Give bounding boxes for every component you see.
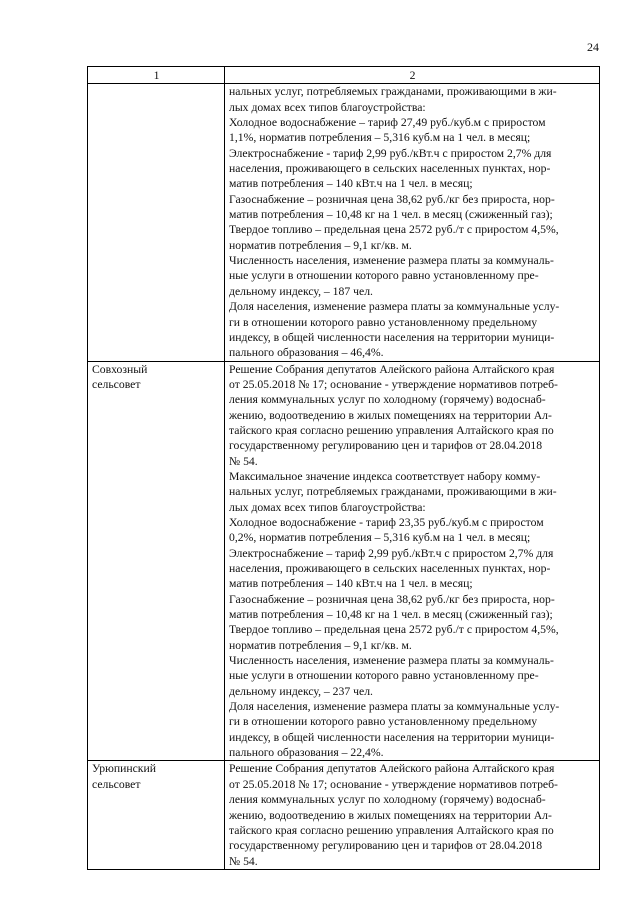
municipality-name: Урюпинский сельсовет: [92, 762, 156, 791]
paragraph: Электроснабжение – тариф 2,99 руб./кВт.ч с приростом 2,7% для населения, проживающего в сельских населенных пунктах, нор- матив потребления – 140 кВт.ч на 1 чел. в месяц;: [229, 546, 554, 591]
column-header-1: 1: [88, 67, 225, 84]
municipality-name-cell: [88, 761, 225, 869]
paragraph: нальных услуг, потребляемых гражданами, проживающими в жи- лых домах всех типов благоустройства:: [229, 85, 557, 114]
description-cell: [225, 761, 600, 869]
description-cell: [225, 84, 600, 361]
description-cell: [225, 361, 600, 761]
page-number: 24: [587, 40, 599, 54]
paragraph: Холодное водоснабжение – тариф 27,49 руб./куб.м с приростом 1,1%, норматив потребления – 5,316 куб.м на 1 чел. в месяц;: [229, 116, 546, 145]
paragraph: Твердое топливо – предельная цена 2572 руб./т с приростом 4,5%, норматив потребления – 9,1 кг/кв. м.: [229, 223, 559, 252]
table-row: [88, 761, 600, 869]
paragraph: Решение Собрания депутатов Алейского района Алтайского края от 25.05.2018 № 17; основание - утверждение нормативов потреб- ления коммунальных услуг по холодному (горячему) водоснаб- жению, водоотведению в жилых помещениях на территории Ал- тайского края согласно решению управления Алтайского края по государственному регулированию цен и тарифов от 28.04.2018 № 54.: [229, 362, 558, 468]
paragraph: Твердое топливо – предельная цена 2572 руб./т с приростом 4,5%, норматив потребления – 9,1 кг/кв. м.: [229, 623, 559, 652]
table-row: [88, 84, 600, 361]
paragraph: Максимальное значение индекса соответствует набору комму- нальных услуг, потребляемых гражданами, проживающими в жи- лых домах всех типов благоустройства:: [229, 469, 557, 514]
paragraph: Численность населения, изменение размера платы за коммуналь- ные услуги в отношении которого равно установленному пре- дельному индексу, – 187 чел.: [229, 254, 554, 298]
paragraph: Доля населения, изменение размера платы за коммунальные услу- ги в отношении которого равно установленному предельному индексу, в общей численности населения на территории муници- пального образования – 46,4%.: [229, 300, 560, 360]
paragraph: Численность населения, изменение размера платы за коммуналь- ные услуги в отношении которого равно установленному пре- дельному индексу, – 237 чел.: [229, 654, 554, 698]
paragraph: Решение Собрания депутатов Алейского района Алтайского края от 25.05.2018 № 17; основание - утверждение нормативов потреб- ления коммунальных услуг по холодному (горячему) водоснаб- жению, водоотведению в жилых помещениях на территории Ал- тайского края согласно решению управления Алтайского края по государственному регулированию цен и тарифов от 28.04.2018 № 54.: [229, 762, 558, 868]
paragraph: Холодное водоснабжение - тариф 23,35 руб./куб.м с приростом 0,2%, норматив потребления – 5,316 куб.м на 1 чел. в месяц;: [229, 515, 544, 545]
municipality-name-cell: [88, 84, 225, 361]
paragraph: Доля населения, изменение размера платы за коммунальные услу- ги в отношении которого равно установленному предельному индексу, в общей численности населения на территории муници- пального образования – 22,4%.: [229, 700, 560, 760]
municipality-name: Совхозный сельсовет: [92, 362, 148, 391]
municipality-name-cell: [88, 361, 225, 761]
table-header-row: [88, 67, 600, 84]
paragraph: Газоснабжение – розничная цена 38,62 руб./кг без прироста, нор- матив потребления – 10,48 кг на 1 чел. в месяц (сжиженный газ);: [229, 592, 555, 622]
paragraph: Газоснабжение – розничная цена 38,62 руб./кг без прироста, нор- матив потребления – 10,48 кг на 1 чел. в месяц (сжиженный газ);: [229, 192, 555, 222]
paragraph: Электроснабжение - тариф 2,99 руб./кВт.ч с приростом 2,7% для населения, проживающего в сельских населенных пунктах, нор- матив потребления – 140 кВт.ч на 1 чел. в месяц;: [229, 146, 552, 191]
tariff-table: [87, 66, 600, 870]
table-row: [88, 361, 600, 761]
column-header-2: 2: [225, 67, 600, 84]
